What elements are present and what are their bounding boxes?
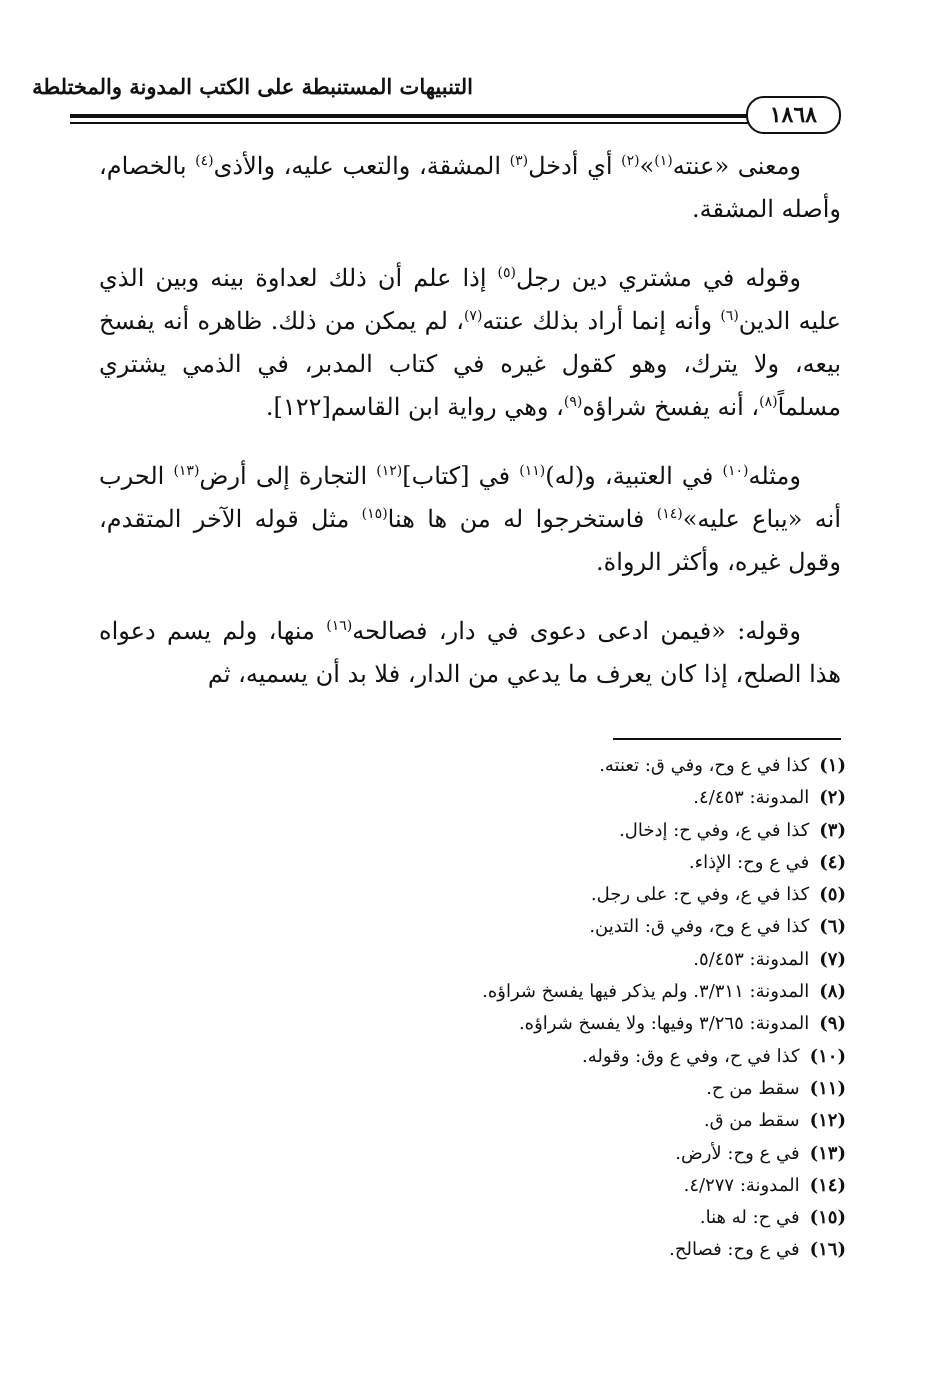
- footnote-number: (٨): [819, 981, 846, 1003]
- footnote-number: (٧): [819, 948, 846, 970]
- footnote-ref: (١٢): [376, 463, 403, 479]
- footnote-ref: (١٤): [656, 506, 683, 522]
- footnote-number: (١): [819, 755, 846, 776]
- text-run: وقوله في مشتري دين رجل: [516, 264, 802, 292]
- footnote-text: في ع وح: الإذاء.: [688, 851, 810, 873]
- footnote-text: سقط من ق.: [703, 1110, 800, 1132]
- footnote-ref: (١): [654, 153, 673, 169]
- footnote: [86, 782, 846, 814]
- footnote-text: كذا في ع، وفي ح: إدخال.: [619, 819, 810, 841]
- footnote-text: في ع وح: لأرض.: [675, 1142, 800, 1164]
- text-run: وأنه إنما أراد بذلك عنته: [482, 307, 721, 335]
- text-run: ومثله: [748, 462, 801, 490]
- footnote-ref: (١٦): [326, 618, 353, 634]
- footnote-text: في ح: له هنا.: [699, 1207, 800, 1229]
- footnote: [86, 911, 846, 943]
- running-title: التنبيهات المستنبطة على الكتب المدونة والمختلطة: [32, 74, 473, 99]
- footnote-ref: (٥): [497, 265, 516, 281]
- footnote: [86, 1202, 846, 1234]
- footnote-separator: [613, 738, 841, 740]
- footnote-number: (٦): [819, 916, 846, 938]
- text-run: منها، ولم يسم دعواه هذا الصلح، إذا كان يعرف ما يدعي من الدار، فلا بد أن يسميه، ثم: [99, 617, 841, 688]
- footnote-number: (١٠): [809, 1045, 846, 1067]
- footnote-text: كذا في ع، وفي ح: على رجل.: [590, 884, 810, 906]
- text-run: ، أنه يفسخ شراؤه: [582, 393, 760, 421]
- footnote-number: (١٦): [809, 1239, 846, 1261]
- footnote: [86, 750, 846, 782]
- footnote-ref: (٣): [509, 153, 529, 169]
- paragraph: [99, 610, 841, 696]
- footnote-number: (٥): [819, 884, 846, 906]
- footnote: [86, 1105, 846, 1137]
- footnote-number: (٣): [819, 819, 846, 841]
- footnote: [86, 1041, 846, 1073]
- footnote: [86, 1073, 846, 1105]
- text-run: بالخصام، وأصله المشقة.: [99, 152, 841, 223]
- footnote-text: المدونة: ٣/٣١١. ولم يذكر فيها يفسخ شراؤه.: [482, 981, 810, 1003]
- text-run: ومعنى «عنته: [672, 152, 802, 180]
- footnote-ref: (٩): [563, 394, 583, 410]
- footnote-text: المدونة: ٤/٤٥٣.: [693, 787, 810, 809]
- text-run: المشقة، والتعب عليه، والأذى: [213, 152, 510, 180]
- footnote-ref: (٤): [195, 153, 214, 169]
- footnote-text: كذا في ع وح، وفي ق: التدين.: [589, 916, 810, 938]
- text-run: الحرب أنه «يباع عليه»: [99, 462, 841, 533]
- footnote-ref: (٦): [720, 308, 739, 324]
- header-rule-thin: [70, 122, 840, 124]
- footnote-text: في ع وح: فصالح.: [669, 1239, 800, 1261]
- header-rule-thick: [70, 114, 840, 118]
- paragraph: [99, 455, 841, 584]
- text-run: ، وهي رواية ابن القاسم[١٢٢].: [265, 393, 564, 421]
- footnote-text: المدونة: ٥/٤٥٣.: [693, 948, 810, 970]
- footnote-number: (١٤): [809, 1174, 846, 1196]
- footnote: [86, 847, 846, 879]
- footnote: [86, 1234, 846, 1266]
- footnote: [86, 944, 846, 976]
- footnote-number: (٢): [819, 787, 846, 809]
- footnote-ref: (١٥): [361, 506, 388, 522]
- footnote-text: سقط من ح.: [706, 1077, 800, 1099]
- footnote-ref: (٧): [463, 308, 483, 324]
- footnote: [86, 1008, 846, 1040]
- footnote: [86, 815, 846, 847]
- paragraph: [99, 145, 841, 231]
- footnote: [86, 1138, 846, 1170]
- text-run: فاستخرجوا له من ها هنا: [387, 505, 657, 533]
- footnote-text: كذا في ع وح، وفي ق: تعنته.: [599, 755, 810, 776]
- paragraph: [99, 257, 841, 429]
- footnote-ref: (١٠): [722, 463, 749, 479]
- main-text: [99, 145, 841, 722]
- page-number: ١٨٦٨: [746, 96, 841, 134]
- text-run: أي أدخل: [528, 152, 622, 180]
- footnote: [86, 976, 846, 1008]
- footnote-ref: (١١): [519, 463, 546, 479]
- text-run: التجارة إلى أرض: [199, 462, 377, 490]
- text-run: في [كتاب]: [402, 462, 520, 490]
- text-run: ، لم يمكن من ذلك. ظاهره أنه يفسخ بيعه، ولا يترك، وهو كقول غيره في كتاب المدبر، في الذمي يشتري مسلماً: [99, 307, 841, 421]
- footnote-number: (٤): [819, 851, 846, 873]
- footnote: [86, 879, 846, 911]
- footnote-number: (١٥): [809, 1207, 846, 1229]
- text-run: مثل قوله الآخر المتقدم، وقول غيره، وأكثر الرواة.: [99, 505, 841, 576]
- footnote-number: (١٣): [809, 1142, 846, 1164]
- footnote-number: (١٢): [809, 1110, 846, 1132]
- footnote-ref: (٢): [621, 153, 640, 169]
- footnote-text: المدونة: ٤/٢٧٧.: [683, 1174, 800, 1196]
- footnote-number: (١١): [809, 1077, 846, 1099]
- text-run: إذا علم أن ذلك لعداوة بينه وبين الذي عليه الدين: [99, 264, 841, 335]
- footnotes-list: [86, 750, 846, 1267]
- text-run: في العتبية، و(له): [545, 462, 723, 490]
- footnote-ref: (١٣): [173, 463, 200, 479]
- footnote-text: كذا في ح، وفي ع وق: وقوله.: [581, 1045, 800, 1067]
- text-run: وقوله: «فيمن ادعى دعوى في دار، فصالحه: [352, 617, 801, 645]
- footnote-text: المدونة: ٣/٢٦٥ وفيها: ولا يفسخ شراؤه.: [518, 1013, 810, 1035]
- text-run: »: [639, 152, 655, 180]
- footnote-ref: (٨): [759, 394, 778, 410]
- footnote: [86, 1170, 846, 1202]
- footnote-number: (٩): [819, 1013, 846, 1035]
